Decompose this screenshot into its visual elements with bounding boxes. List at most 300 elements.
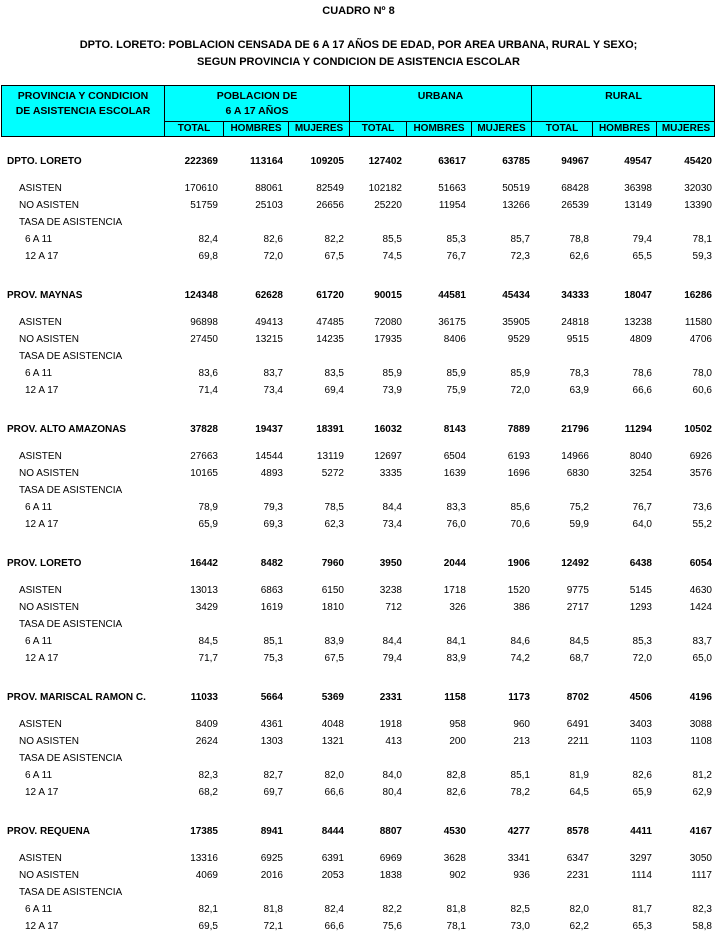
tasa-6-11-row [0, 500, 717, 515]
cell-value: 73,0 [510, 921, 530, 932]
no-asisten-row [0, 734, 717, 749]
cell-value: 25103 [255, 200, 283, 211]
subheader-hombres: HOMBRES [230, 123, 282, 134]
section-name: DPTO. LORETO [7, 156, 82, 167]
cell-value: 2211 [567, 736, 589, 747]
cell-value: 4361 [260, 719, 283, 730]
cell-value: 79,3 [263, 502, 283, 513]
cell-value: 83,9 [324, 636, 344, 647]
cell-value: 7960 [321, 558, 344, 569]
cell-value: 69,4 [324, 385, 344, 396]
cell-value: 37828 [190, 424, 218, 435]
cell-value: 85,6 [510, 502, 530, 513]
cell-value: 113164 [250, 156, 283, 167]
cell-value: 3576 [689, 468, 712, 479]
cell-value: 12492 [561, 558, 589, 569]
cell-value: 51663 [438, 183, 466, 194]
cell-value: 76,0 [446, 519, 466, 530]
cell-value: 3297 [629, 853, 652, 864]
cell-value: 4893 [260, 468, 283, 479]
cell-value: 16442 [190, 558, 218, 569]
cell-value: 3403 [629, 719, 652, 730]
cell-value: 82,6 [263, 234, 283, 245]
age-12-17-label: 12 A 17 [25, 385, 59, 396]
cell-value: 1173 [508, 692, 530, 703]
cell-value: 1114 [631, 870, 652, 881]
cell-value: 386 [513, 602, 530, 613]
cell-value: 13266 [502, 200, 530, 211]
cell-value: 72,0 [263, 251, 283, 262]
no-asisten-label: NO ASISTEN [19, 200, 80, 211]
cell-value: 14235 [316, 334, 344, 345]
cell-value: 8444 [321, 826, 344, 837]
tasa-label: TASA DE ASISTENCIA [19, 753, 123, 764]
cell-value: 83,3 [446, 502, 466, 513]
section-total-row [0, 556, 717, 571]
cell-value: 82,4 [324, 904, 344, 915]
cell-value: 109205 [310, 156, 344, 167]
cell-value: 2624 [195, 736, 218, 747]
cell-value: 85,9 [382, 368, 402, 379]
cell-value: 14544 [255, 451, 283, 462]
cell-value: 70,6 [510, 519, 530, 530]
cell-value: 170610 [184, 183, 218, 194]
header-poblacion-line-2: 6 A 17 AÑOS [225, 105, 289, 117]
cell-value: 82549 [316, 183, 344, 194]
cell-value: 85,3 [632, 636, 652, 647]
cell-value: 85,9 [446, 368, 466, 379]
cell-value: 81,2 [692, 770, 712, 781]
cell-value: 63617 [438, 156, 466, 167]
cell-value: 82,0 [569, 904, 589, 915]
no-asisten-label: NO ASISTEN [19, 870, 80, 881]
cell-value: 6391 [321, 853, 344, 864]
cell-value: 80,4 [382, 787, 402, 798]
cell-value: 3088 [689, 719, 712, 730]
cell-value: 2016 [260, 870, 283, 881]
cell-value: 65,9 [632, 787, 652, 798]
age-6-11-label: 6 A 11 [25, 636, 53, 647]
cell-value: 67,5 [324, 251, 344, 262]
cell-value: 4069 [195, 870, 218, 881]
cell-value: 72,0 [632, 653, 652, 664]
cell-value: 21796 [561, 424, 589, 435]
cell-value: 2231 [566, 870, 589, 881]
cell-value: 6504 [443, 451, 466, 462]
subheader-total: TOTAL [177, 123, 211, 134]
cell-value: 1117 [691, 870, 712, 881]
cell-value: 8941 [260, 826, 283, 837]
cell-value: 76,7 [632, 502, 652, 513]
cell-value: 72080 [374, 317, 402, 328]
cell-value: 413 [385, 736, 402, 747]
asisten-label: ASISTEN [19, 719, 62, 730]
age-12-17-label: 12 A 17 [25, 787, 59, 798]
cell-value: 8409 [195, 719, 218, 730]
cell-value: 69,3 [263, 519, 283, 530]
cell-value: 13013 [190, 585, 218, 596]
cell-value: 3429 [195, 602, 218, 613]
cell-value: 71,4 [198, 385, 218, 396]
cell-value: 1520 [507, 585, 530, 596]
cell-value: 74,5 [382, 251, 402, 262]
cell-value: 8143 [443, 424, 466, 435]
cell-value: 1619 [260, 602, 283, 613]
cell-value: 65,9 [198, 519, 218, 530]
cell-value: 85,1 [510, 770, 530, 781]
cell-value: 200 [449, 736, 466, 747]
section-name: PROV. LORETO [7, 558, 82, 569]
cell-value: 17935 [374, 334, 402, 345]
cell-value: 49547 [624, 156, 652, 167]
cell-value: 13119 [316, 451, 344, 462]
cell-value: 82,5 [510, 904, 530, 915]
header-stub-line-1: PROVINCIA Y CONDICION [17, 90, 149, 102]
cell-value: 78,3 [569, 368, 589, 379]
age-12-17-label: 12 A 17 [25, 251, 59, 262]
cell-value: 19437 [255, 424, 283, 435]
cell-value: 79,4 [382, 653, 402, 664]
cell-value: 1303 [260, 736, 283, 747]
asisten-row [0, 449, 717, 464]
cell-value: 82,1 [198, 904, 218, 915]
cell-value: 69,5 [198, 921, 218, 932]
cell-value: 82,0 [324, 770, 344, 781]
cell-value: 1424 [689, 602, 712, 613]
cell-value: 960 [513, 719, 530, 730]
cell-value: 6925 [260, 853, 283, 864]
cell-value: 8482 [260, 558, 283, 569]
table-header [1, 85, 715, 137]
cell-value: 88061 [255, 183, 283, 194]
cell-value: 59,3 [692, 251, 712, 262]
cell-value: 73,4 [263, 385, 283, 396]
cell-value: 84,5 [569, 636, 589, 647]
cell-value: 90015 [374, 290, 402, 301]
asisten-label: ASISTEN [19, 451, 62, 462]
cell-value: 49413 [255, 317, 283, 328]
subheader-mujeres: MUJERES [294, 123, 344, 134]
cell-value: 36398 [624, 183, 652, 194]
cell-value: 3341 [507, 853, 530, 864]
cell-value: 62628 [255, 290, 283, 301]
cell-value: 63,9 [569, 385, 589, 396]
tasa-6-11-row [0, 634, 717, 649]
cell-value: 1293 [629, 602, 652, 613]
subheader-hombres: HOMBRES [598, 123, 651, 134]
cell-value: 958 [449, 719, 466, 730]
cell-value: 3628 [443, 853, 466, 864]
age-6-11-label: 6 A 11 [25, 770, 53, 781]
cell-value: 326 [449, 602, 466, 613]
cell-value: 11033 [190, 692, 218, 703]
age-12-17-label: 12 A 17 [25, 921, 59, 932]
subheader-mujeres: MUJERES [477, 123, 526, 134]
cell-value: 11294 [624, 424, 652, 435]
cell-value: 3950 [379, 558, 402, 569]
tasa-label: TASA DE ASISTENCIA [19, 485, 123, 496]
cell-value: 85,5 [382, 234, 402, 245]
cell-value: 62,6 [569, 251, 589, 262]
tasa-6-11-row [0, 366, 717, 381]
cell-value: 75,9 [446, 385, 466, 396]
cell-value: 75,2 [569, 502, 589, 513]
age-6-11-label: 6 A 11 [25, 368, 53, 379]
cell-value: 83,5 [324, 368, 344, 379]
cell-value: 6863 [260, 585, 283, 596]
cell-value: 8702 [566, 692, 589, 703]
cell-value: 62,3 [324, 519, 344, 530]
cell-value: 82,3 [198, 770, 218, 781]
cell-value: 65,0 [692, 653, 712, 664]
table-title-line-1: DPTO. LORETO: POBLACION CENSADA DE 6 A 17 AÑOS DE EDAD, POR AREA URBANA, RURAL Y SEXO; [79, 39, 638, 51]
cell-value: 82,6 [446, 787, 466, 798]
cell-value: 58,8 [692, 921, 712, 932]
header-urbana: URBANA [417, 90, 464, 102]
no-asisten-label: NO ASISTEN [19, 602, 80, 613]
age-12-17-label: 12 A 17 [25, 519, 59, 530]
cell-value: 4530 [443, 826, 466, 837]
cell-value: 13316 [190, 853, 218, 864]
no-asisten-row [0, 332, 717, 347]
age-6-11-label: 6 A 11 [25, 502, 53, 513]
asisten-label: ASISTEN [19, 317, 62, 328]
cell-value: 27663 [190, 451, 218, 462]
tasa-12-17-row [0, 919, 717, 934]
cell-value: 82,3 [692, 904, 712, 915]
cell-value: 79,4 [632, 234, 652, 245]
cell-value: 712 [385, 602, 402, 613]
cell-value: 8040 [629, 451, 652, 462]
cell-value: 6830 [566, 468, 589, 479]
subheader-total: TOTAL [361, 123, 395, 134]
cell-value: 64,5 [569, 787, 589, 798]
cell-value: 76,7 [446, 251, 466, 262]
section-name: PROV. ALTO AMAZONAS [7, 424, 127, 435]
asisten-row [0, 181, 717, 196]
cell-value: 66,6 [324, 921, 344, 932]
cell-value: 9775 [566, 585, 589, 596]
asisten-row [0, 583, 717, 598]
cell-value: 82,8 [446, 770, 466, 781]
no-asisten-row [0, 198, 717, 213]
cell-value: 13149 [624, 200, 652, 211]
cell-value: 82,2 [324, 234, 344, 245]
cell-value: 2331 [379, 692, 402, 703]
cell-value: 4048 [321, 719, 344, 730]
cell-value: 83,6 [198, 368, 218, 379]
cell-value: 1918 [379, 719, 402, 730]
cell-value: 27450 [190, 334, 218, 345]
cell-value: 78,1 [692, 234, 712, 245]
cell-value: 1718 [443, 585, 466, 596]
cell-value: 16032 [374, 424, 402, 435]
cell-value: 85,1 [263, 636, 283, 647]
tasa-heading-row [0, 349, 717, 364]
cell-value: 65,5 [632, 251, 652, 262]
cell-value: 74,2 [510, 653, 530, 664]
cell-value: 36175 [438, 317, 466, 328]
cell-value: 1321 [321, 736, 344, 747]
section-name: PROV. REQUENA [7, 826, 90, 837]
tasa-heading-row [0, 215, 717, 230]
cell-value: 1103 [630, 736, 652, 747]
section-name: PROV. MAYNAS [7, 290, 83, 301]
cell-value: 1810 [321, 602, 344, 613]
asisten-label: ASISTEN [19, 183, 62, 194]
cell-value: 81,9 [569, 770, 589, 781]
cell-value: 82,4 [198, 234, 218, 245]
cell-value: 4196 [689, 692, 712, 703]
no-asisten-row [0, 466, 717, 481]
age-6-11-label: 6 A 11 [25, 234, 53, 245]
asisten-row [0, 851, 717, 866]
cell-value: 13238 [624, 317, 652, 328]
cell-value: 3050 [689, 853, 712, 864]
cell-value: 69,7 [263, 787, 283, 798]
cell-value: 45434 [502, 290, 530, 301]
cell-value: 24818 [561, 317, 589, 328]
cell-value: 75,6 [382, 921, 402, 932]
asisten-row [0, 315, 717, 330]
subheader-hombres: HOMBRES [413, 123, 465, 134]
cell-value: 1838 [379, 870, 402, 881]
cell-value: 6438 [629, 558, 652, 569]
subheader-total: TOTAL [545, 123, 579, 134]
cell-value: 68,7 [569, 653, 589, 664]
cell-value: 5369 [321, 692, 344, 703]
cell-value: 84,4 [382, 502, 402, 513]
cell-value: 78,8 [569, 234, 589, 245]
cell-value: 73,9 [382, 385, 402, 396]
cell-value: 8807 [379, 826, 402, 837]
cell-value: 35905 [502, 317, 530, 328]
cell-value: 1906 [507, 558, 530, 569]
cell-value: 4706 [689, 334, 712, 345]
cell-value: 83,7 [692, 636, 712, 647]
cell-value: 34333 [561, 290, 589, 301]
cell-value: 1696 [507, 468, 530, 479]
cell-value: 26656 [316, 200, 344, 211]
cell-value: 1639 [443, 468, 466, 479]
cell-value: 65,3 [632, 921, 652, 932]
cell-value: 51759 [190, 200, 218, 211]
cell-value: 6054 [689, 558, 712, 569]
cell-value: 60,6 [692, 385, 712, 396]
cell-value: 10165 [190, 468, 218, 479]
no-asisten-label: NO ASISTEN [19, 334, 80, 345]
cell-value: 62,9 [692, 787, 712, 798]
tasa-label: TASA DE ASISTENCIA [19, 351, 123, 362]
cell-value: 4630 [689, 585, 712, 596]
cell-value: 84,4 [382, 636, 402, 647]
cell-value: 55,2 [692, 519, 712, 530]
cell-value: 8406 [443, 334, 466, 345]
tasa-heading-row [0, 751, 717, 766]
cell-value: 78,9 [198, 502, 218, 513]
tasa-label: TASA DE ASISTENCIA [19, 887, 123, 898]
cell-value: 2044 [443, 558, 466, 569]
cell-value: 68428 [561, 183, 589, 194]
cell-value: 69,8 [198, 251, 218, 262]
section-total-row [0, 288, 717, 303]
cell-value: 17385 [190, 826, 218, 837]
cell-value: 47485 [316, 317, 344, 328]
section-total-row [0, 422, 717, 437]
cell-value: 75,3 [263, 653, 283, 664]
section-total-row [0, 690, 717, 705]
cell-value: 26539 [561, 200, 589, 211]
cell-value: 61720 [316, 290, 344, 301]
subheader-mujeres: MUJERES [661, 123, 711, 134]
table-caption: CUADRO Nº 8 [322, 5, 395, 17]
cell-value: 68,2 [198, 787, 218, 798]
cell-value: 102182 [368, 183, 402, 194]
cell-value: 7889 [507, 424, 530, 435]
cell-value: 82,2 [382, 904, 402, 915]
cell-value: 14966 [561, 451, 589, 462]
cell-value: 18047 [624, 290, 652, 301]
tasa-6-11-row [0, 768, 717, 783]
cell-value: 6193 [507, 451, 530, 462]
cell-value: 62,2 [569, 921, 589, 932]
cell-value: 124348 [184, 290, 218, 301]
cell-value: 66,6 [324, 787, 344, 798]
cell-value: 5664 [260, 692, 283, 703]
cell-value: 1158 [444, 692, 466, 703]
cell-value: 44581 [438, 290, 466, 301]
cell-value: 6926 [689, 451, 712, 462]
asisten-label: ASISTEN [19, 585, 62, 596]
tasa-12-17-row [0, 651, 717, 666]
cell-value: 94967 [561, 156, 589, 167]
cell-value: 11954 [438, 200, 466, 211]
cell-value: 4277 [507, 826, 530, 837]
age-12-17-label: 12 A 17 [25, 653, 59, 664]
cell-value: 1108 [690, 736, 712, 747]
no-asisten-row [0, 868, 717, 883]
section-total-row [0, 824, 717, 839]
cell-value: 936 [513, 870, 530, 881]
cell-value: 4167 [689, 826, 712, 837]
header-rural: RURAL [605, 90, 642, 102]
cell-value: 3238 [379, 585, 402, 596]
cell-value: 64,0 [632, 519, 652, 530]
cell-value: 11580 [684, 317, 712, 328]
cell-value: 3335 [379, 468, 402, 479]
cell-value: 9515 [566, 334, 589, 345]
cell-value: 213 [513, 736, 530, 747]
cell-value: 4809 [629, 334, 652, 345]
cell-value: 84,0 [382, 770, 402, 781]
cell-value: 2717 [566, 602, 589, 613]
cell-value: 63785 [502, 156, 530, 167]
cell-value: 902 [449, 870, 466, 881]
cell-value: 67,5 [324, 653, 344, 664]
header-poblacion-line-1: POBLACION DE [216, 90, 298, 102]
tasa-heading-row [0, 483, 717, 498]
tasa-heading-row [0, 617, 717, 632]
cell-value: 6491 [566, 719, 589, 730]
cell-value: 6150 [321, 585, 344, 596]
cell-value: 50519 [502, 183, 530, 194]
cell-value: 81,8 [446, 904, 466, 915]
asisten-row [0, 717, 717, 732]
cell-value: 3254 [629, 468, 652, 479]
no-asisten-label: NO ASISTEN [19, 468, 80, 479]
cell-value: 73,4 [382, 519, 402, 530]
cell-value: 2053 [321, 870, 344, 881]
